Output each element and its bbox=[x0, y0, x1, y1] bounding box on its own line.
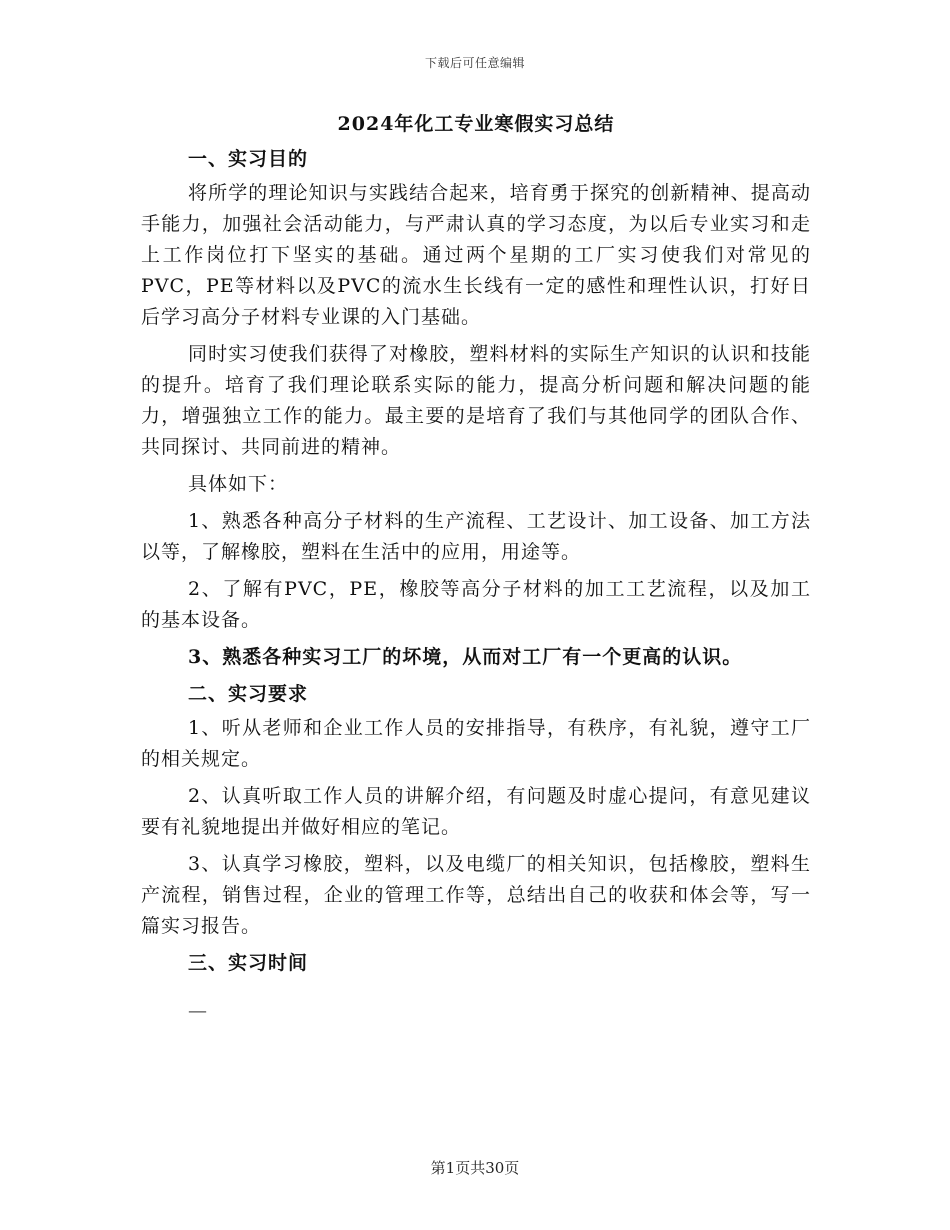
document-body bbox=[141, 110, 811, 1026]
paragraph-requirement-3: 3、认真学习橡胶，塑料，以及电缆厂的相关知识，包括橡胶，塑料生产流程，销售过程，企业的管理工作等，总结出自己的收获和体会等，写一篇实习报告。 bbox=[141, 853, 811, 937]
header-note: 下载后可任意编辑 bbox=[424, 56, 525, 70]
dash-line: — bbox=[188, 1000, 207, 1022]
paragraph-detail-2: 2、了解有PVC，PE，橡胶等高分子材料的加工工艺流程，以及加工的基本设备。 bbox=[141, 578, 811, 631]
section-heading-requirements: 二、实习要求 bbox=[188, 683, 309, 705]
section-heading-purpose: 一、实习目的 bbox=[188, 148, 309, 170]
paragraph-details-intro: 具体如下： bbox=[188, 473, 289, 495]
paragraph-detail-3: 3、熟悉各种实习工厂的坏境，从而对工厂有一个更高的认识。 bbox=[188, 646, 743, 668]
paragraph-purpose-2: 同时实习使我们获得了对橡胶，塑料材料的实际生产知识的认识和技能的提升。培育了我们理论联系实际的能力，提高分析问题和解决问题的能力，增强独立工作的能力。最主要的是培育了我们与其他同学的团队合作、共同探讨、共同前进的精神。 bbox=[141, 343, 811, 458]
section-heading-time: 三、实习时间 bbox=[188, 952, 309, 974]
paragraph-purpose-1: 将所学的理论知识与实践结合起来，培育勇于探究的创新精神、提高动手能力，加强社会活动能力，与严肃认真的学习态度，为以后专业实习和走上工作岗位打下坚实的基础。通过两个星期的工厂实习使我们对常见的PVC，PE等材料以及PVC的流水生长线有一定的感性和理性认识，打好日后学习高分子材料专业课的入门基础。 bbox=[141, 182, 811, 328]
document-title: 2024年化工专业寒假实习总结 bbox=[337, 113, 615, 135]
page-number-footer: 第1页共30页 bbox=[430, 1159, 520, 1177]
paragraph-requirement-2: 2、认真听取工作人员的讲解介绍，有问题及时虚心提问，有意见建议要有礼貌地提出并做好相应的笔记。 bbox=[141, 785, 811, 838]
paragraph-detail-1: 1、熟悉各种高分子材料的生产流程、工艺设计、加工设备、加工方法以等，了解橡胶，塑料在生活中的应用，用途等。 bbox=[141, 510, 811, 563]
paragraph-requirement-1: 1、听从老师和企业工作人员的安排指导，有秩序，有礼貌，遵守工厂的相关规定。 bbox=[141, 717, 811, 770]
